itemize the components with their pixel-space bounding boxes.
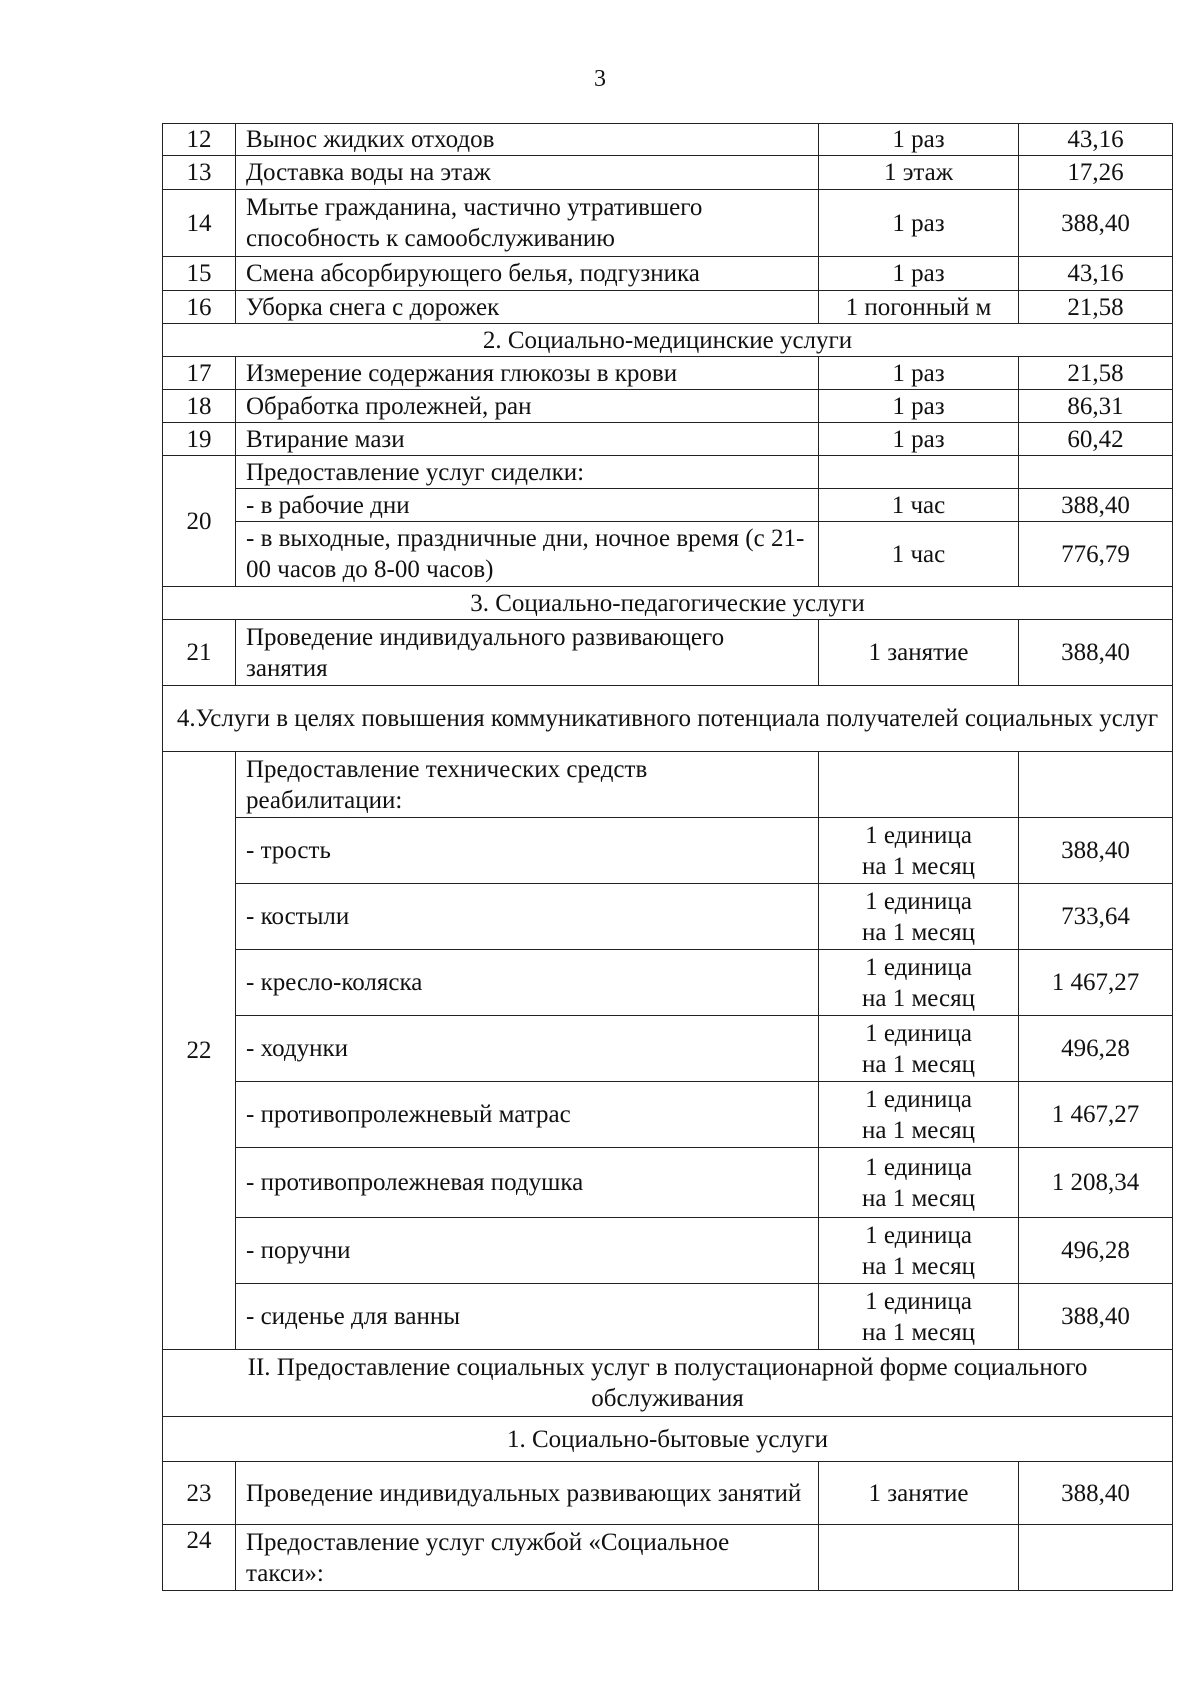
service-unit: [819, 1284, 1019, 1350]
unit-line-1: 1 единица: [865, 1153, 972, 1181]
section-header-row: [163, 1350, 1173, 1417]
unit-line-1: 1 единица: [865, 1221, 972, 1249]
page-number: 3: [594, 66, 606, 92]
unit-line-2: на 1 месяц: [862, 984, 975, 1012]
service-name: Мытье гражданина, частично утратившего способность к самообслуживанию: [236, 190, 819, 257]
table-row: [163, 456, 1173, 489]
service-price: 21,58: [1019, 357, 1173, 390]
unit-line-1: 1 единица: [865, 1287, 972, 1315]
service-price: 17,26: [1019, 156, 1173, 190]
service-name: Проведение индивидуальных развивающих занятий: [236, 1462, 819, 1525]
service-price: 1 467,27: [1019, 950, 1173, 1016]
service-unit: [819, 818, 1019, 884]
table-subrow: [163, 1284, 1173, 1350]
service-price: 1 467,27: [1019, 1082, 1173, 1148]
row-number: 18: [163, 390, 236, 423]
service-name: Проведение индивидуального развивающего занятия: [236, 620, 819, 686]
service-unit: [819, 1148, 1019, 1218]
row-number: 24: [163, 1525, 236, 1591]
service-price: 776,79: [1019, 522, 1173, 587]
table-row: [163, 357, 1173, 390]
service-name: Измерение содержания глюкозы в крови: [236, 357, 819, 390]
section-heading: 1. Социально-бытовые услуги: [163, 1417, 1173, 1462]
row-number: 22: [163, 752, 236, 1350]
service-unit: 1 раз: [819, 124, 1019, 156]
row-number: 15: [163, 257, 236, 291]
service-name: Втирание мази: [236, 423, 819, 456]
row-number: 13: [163, 156, 236, 190]
service-unit: 1 час: [819, 489, 1019, 522]
service-name: - противопролежневая подушка: [236, 1148, 819, 1218]
service-unit: [819, 950, 1019, 1016]
table-subrow: [163, 818, 1173, 884]
service-name: - в выходные, праздничные дни, ночное время (с 21-00 часов до 8-00 часов): [236, 522, 819, 587]
table-subrow: [163, 522, 1173, 587]
service-unit: [819, 1218, 1019, 1284]
table-subrow: [163, 489, 1173, 522]
table-row: [163, 1462, 1173, 1525]
service-name: - сиденье для ванны: [236, 1284, 819, 1350]
service-name: Уборка снега с дорожек: [236, 291, 819, 324]
unit-line-1: 1 единица: [865, 887, 972, 915]
service-price: 86,31: [1019, 390, 1173, 423]
table-row: [163, 752, 1173, 818]
table-row: [163, 1525, 1173, 1591]
service-price: 43,16: [1019, 124, 1173, 156]
row-number: 14: [163, 190, 236, 257]
service-unit: 1 занятие: [819, 1462, 1019, 1525]
row-number: 21: [163, 620, 236, 686]
service-name: - ходунки: [236, 1016, 819, 1082]
table-subrow: [163, 1082, 1173, 1148]
section-heading: 2. Социально-медицинские услуги: [163, 324, 1173, 357]
row-number: 16: [163, 291, 236, 324]
service-price: 388,40: [1019, 190, 1173, 257]
section-header-row: [163, 1417, 1173, 1462]
service-unit: [819, 752, 1019, 818]
service-price: [1019, 1525, 1173, 1591]
service-price: 496,28: [1019, 1016, 1173, 1082]
service-name: - костыли: [236, 884, 819, 950]
table-row: [163, 124, 1173, 156]
table-subrow: [163, 884, 1173, 950]
service-unit: 1 этаж: [819, 156, 1019, 190]
row-number: 20: [163, 456, 236, 587]
service-name: - в рабочие дни: [236, 489, 819, 522]
unit-line-2: на 1 месяц: [862, 1050, 975, 1078]
table-row: [163, 291, 1173, 324]
service-name: Предоставление услуг сиделки:: [236, 456, 819, 489]
unit-line-2: на 1 месяц: [862, 1116, 975, 1144]
service-unit: [819, 1016, 1019, 1082]
service-unit: [819, 456, 1019, 489]
table-row: [163, 257, 1173, 291]
service-price: 388,40: [1019, 1462, 1173, 1525]
table-subrow: [163, 950, 1173, 1016]
service-price: 733,64: [1019, 884, 1173, 950]
table-row: [163, 390, 1173, 423]
services-price-table: [162, 123, 1173, 1591]
service-unit: 1 погонный м: [819, 291, 1019, 324]
service-unit: 1 занятие: [819, 620, 1019, 686]
service-price: 388,40: [1019, 489, 1173, 522]
table-subrow: [163, 1016, 1173, 1082]
service-price: 43,16: [1019, 257, 1173, 291]
service-name: Обработка пролежней, ран: [236, 390, 819, 423]
service-price: 496,28: [1019, 1218, 1173, 1284]
service-price: 60,42: [1019, 423, 1173, 456]
section-header-row: [163, 686, 1173, 752]
service-name: Предоставление технических средств реабилитации:: [236, 752, 819, 818]
section-heading: 3. Социально-педагогические услуги: [163, 587, 1173, 620]
unit-line-2: на 1 месяц: [862, 1184, 975, 1212]
table-row: [163, 190, 1173, 257]
service-price: 388,40: [1019, 818, 1173, 884]
section-header-row: [163, 324, 1173, 357]
service-name: Вынос жидких отходов: [236, 124, 819, 156]
service-unit: 1 раз: [819, 357, 1019, 390]
table-subrow: [163, 1218, 1173, 1284]
service-unit: 1 раз: [819, 257, 1019, 291]
row-number: 12: [163, 124, 236, 156]
service-name: - поручни: [236, 1218, 819, 1284]
service-unit: 1 час: [819, 522, 1019, 587]
table-row: [163, 423, 1173, 456]
unit-line-1: 1 единица: [865, 1085, 972, 1113]
unit-line-2: на 1 месяц: [862, 918, 975, 946]
service-price: [1019, 752, 1173, 818]
service-price: 388,40: [1019, 1284, 1173, 1350]
section-heading: II. Предоставление социальных услуг в полустационарной форме социального обслуживания: [163, 1350, 1173, 1417]
service-name: Доставка воды на этаж: [236, 156, 819, 190]
service-price: 21,58: [1019, 291, 1173, 324]
section-heading: 4.Услуги в целях повышения коммуникативного потенциала получателей социальных услуг: [163, 686, 1173, 752]
unit-line-1: 1 единица: [865, 1019, 972, 1047]
service-unit: [819, 884, 1019, 950]
row-number: 17: [163, 357, 236, 390]
service-unit: 1 раз: [819, 190, 1019, 257]
table-row: [163, 620, 1173, 686]
service-unit: 1 раз: [819, 390, 1019, 423]
unit-line-2: на 1 месяц: [862, 852, 975, 880]
section-header-row: [163, 587, 1173, 620]
service-unit: [819, 1525, 1019, 1591]
table-subrow: [163, 1148, 1173, 1218]
unit-line-2: на 1 месяц: [862, 1318, 975, 1346]
table-row: [163, 156, 1173, 190]
service-name: - кресло-коляска: [236, 950, 819, 1016]
unit-line-2: на 1 месяц: [862, 1252, 975, 1280]
unit-line-1: 1 единица: [865, 821, 972, 849]
service-unit: [819, 1082, 1019, 1148]
row-number: 23: [163, 1462, 236, 1525]
service-name: Смена абсорбирующего белья, подгузника: [236, 257, 819, 291]
service-unit: 1 раз: [819, 423, 1019, 456]
service-price: 1 208,34: [1019, 1148, 1173, 1218]
service-price: [1019, 456, 1173, 489]
service-name: - противопролежневый матрас: [236, 1082, 819, 1148]
service-name: Предоставление услуг службой «Социальное такси»:: [236, 1525, 819, 1591]
service-price: 388,40: [1019, 620, 1173, 686]
unit-line-1: 1 единица: [865, 953, 972, 981]
row-number: 19: [163, 423, 236, 456]
service-name: - трость: [236, 818, 819, 884]
